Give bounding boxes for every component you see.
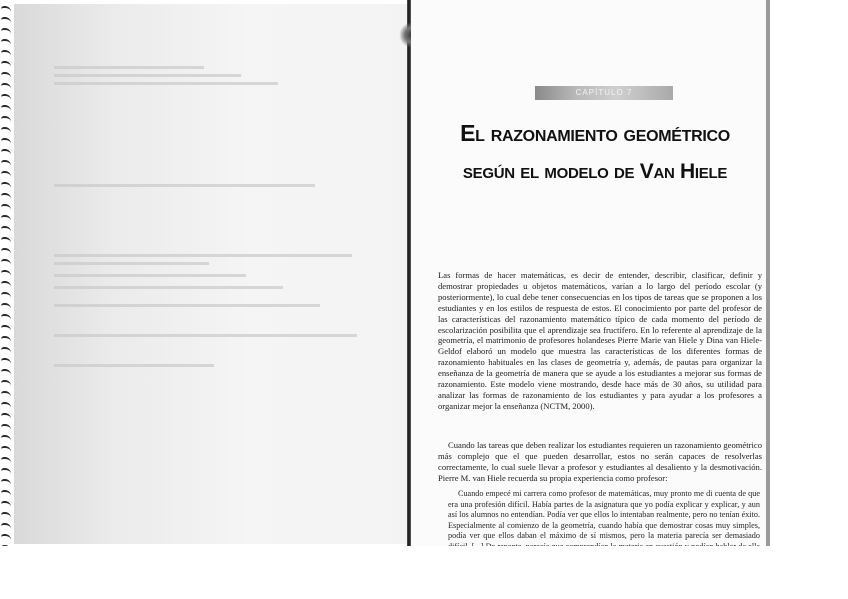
spiral-ring [1,292,11,298]
spiral-ring [1,28,11,34]
bleed-through-line [54,364,214,367]
block-quote: Cuando empecé mi carrera como profesor de matemáticas, muy pronto me di cuenta de que era una profesión difícil. Había partes de la asignatura que yo podía explicar y explicar, y aun así los alumnos no entendían. Podía ver que ellos lo intentaban realmente, pero no tenían éxito. Especialmente al comienzo de la geometría, cuando había que demostrar cosas muy simples, podía ver que ellos daban el máximo de sí mismos, pero la materia parecía ser demasiado [448,489,760,541]
spiral-ring [1,204,11,210]
spiral-ring [1,402,11,408]
spiral-ring [1,193,11,199]
spiral-ring [1,61,11,67]
spiral-ring [1,479,11,485]
bleed-through-line [54,274,246,277]
bleed-through-line [54,66,204,69]
spiral-ring [1,226,11,232]
page-edge [766,0,770,546]
spiral-ring [1,435,11,441]
spiral-ring [1,17,11,23]
bleed-through-line [54,254,352,257]
spiral-ring [1,149,11,155]
spiral-ring [1,380,11,386]
spiral-ring [1,215,11,221]
scan-background [0,546,848,599]
body-paragraph-2: Cuando las tareas que deben realizar los estudiantes requieren un razonamiento geométrico más complejo que el que pueden desarrollar, estos no serán capaces de resolverlas correctamente, lo cual suele llevar a profesor y estudiantes al desaliento y la desmotivación. Pierre M. van Hiele recuerda su propia experiencia como profesor: [438,440,762,483]
spiral-ring [1,424,11,430]
bleed-through-line [54,82,278,85]
spiral-ring [1,72,11,78]
chapter-label: CAPÍTULO 7 [535,86,673,100]
spiral-ring [1,138,11,144]
spiral-ring [1,270,11,276]
spiral-ring [1,358,11,364]
spiral-ring [1,94,11,100]
spiral-ring [1,39,11,45]
chapter-title-line-2: según el modelo de Van Hiele [462,160,728,183]
spiral-ring [1,281,11,287]
spiral-ring [1,501,11,507]
bleed-through-line [54,304,320,307]
spiral-ring [1,457,11,463]
spiral-ring [1,259,11,265]
spiral-ring [1,347,11,353]
spiral-ring [1,160,11,166]
spiral-ring [1,127,11,133]
spiral-binding [0,0,14,560]
spiral-ring [1,490,11,496]
spiral-ring [1,336,11,342]
left-page-blank [14,4,409,544]
bleed-through-line [54,334,357,337]
spiral-ring [1,248,11,254]
spiral-ring [1,523,11,529]
spiral-ring [1,50,11,56]
spiral-ring [1,413,11,419]
spiral-ring [1,171,11,177]
bleed-through-line [54,184,315,187]
chapter-title-line-1: El razonamiento geométrico [460,120,730,146]
spiral-ring [1,391,11,397]
bleed-through-line [54,286,283,289]
body-paragraph-1: Las formas de hacer matemáticas, es decir de entender, describir, clasificar, definir y demostrar propiedades u objetos matemáticos, varían a lo largo del período escolar (y posteriormente), lo cual debe tener consecuencias en los tipos de tareas que se proponen a los estudiantes y en los estilos de respuesta de estos. El conocimiento por parte del profesor de las características del razonamiento matemático típico de cada momento del período de escolarización posibilita que el aprendizaje sea fructífero. En lo referente al aprendizaje de la geometría, el matrimonio de profesores holandeses Pierre Marie van Hiele y Dina van Hiele-Geldof elaboró un modelo que muestra las características de los diferentes formas de razonamiento habituales en las clases de geometría y, además, de pautas para organizar la enseñanza de la geometría de manera que se ayude a los estudiantes a mejorar sus formas de razonamiento. Este modelo viene mostrando, desde hace más de 30 años, su utilidad para analizar las formas de razonamiento de los estudiantes y para ayudar a los profesores a organizar mejor la enseñanza (NCTM, 2000). [438,270,762,411]
spiral-ring [1,534,11,540]
spiral-ring [1,6,11,12]
spiral-ring [1,468,11,474]
spiral-ring [1,512,11,518]
spiral-ring [1,369,11,375]
bleed-through-line [54,74,241,77]
spiral-ring [1,325,11,331]
spiral-ring [1,105,11,111]
bleed-through-line [54,262,209,265]
spiral-ring [1,237,11,243]
spiral-ring [1,314,11,320]
spiral-ring [1,116,11,122]
spiral-ring [1,83,11,89]
spiral-ring [1,303,11,309]
spiral-ring [1,182,11,188]
spiral-ring [1,446,11,452]
